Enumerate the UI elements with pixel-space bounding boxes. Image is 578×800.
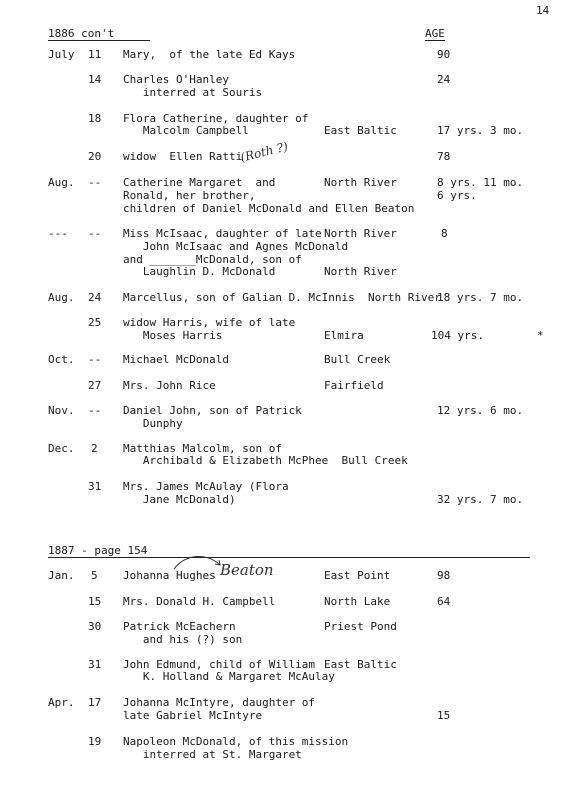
entry-month: Apr. <box>48 696 75 709</box>
entry-name-line: Marcellus, son of Galian D. McInnis North River <box>123 291 441 304</box>
entry-name-line: late Gabriel McIntyre <box>123 709 263 722</box>
entry-month: July <box>48 48 75 61</box>
entry-name-line: John Edmund, child of William <box>123 658 316 671</box>
entry-day: 20 <box>88 150 102 163</box>
entry-day: 27 <box>88 379 102 392</box>
entry-age: 98 <box>437 569 451 582</box>
entry-name-line: interred at Souris <box>123 86 263 99</box>
asterisk-mark: * <box>537 329 544 342</box>
entry-day: 24 <box>88 291 102 304</box>
entry-age: 78 <box>437 150 451 163</box>
entry-month: Oct. <box>48 353 75 366</box>
entry-day: 18 <box>88 112 102 125</box>
entry-day: 11 <box>88 48 102 61</box>
entry-age: 8 <box>441 227 448 240</box>
entry-name-line: Miss McIsaac, daughter of late <box>123 227 322 240</box>
entry-name-line: interred at St. Margaret <box>123 748 302 761</box>
entry-name-line: widow Harris, wife of late <box>123 316 296 329</box>
entry-place: North River <box>324 227 397 240</box>
entry-place: Priest Pond <box>324 620 397 633</box>
entry-day: 2 <box>91 442 98 455</box>
entry-name-line: and _______McDonald, son of <box>123 253 302 266</box>
entry-name-line: Matthias Malcolm, son of <box>123 442 282 455</box>
entry-day: 19 <box>88 735 102 748</box>
entry-age: 17 yrs. 3 mo. <box>437 124 524 137</box>
entry-place: East Point <box>324 569 391 582</box>
entry-name-line: children of Daniel McDonald and Ellen Beaton <box>123 202 415 215</box>
entry-day: 31 <box>88 480 102 493</box>
page-number: 14 <box>536 4 550 17</box>
entry-name-line: John McIsaac and Agnes McDonald <box>123 240 349 253</box>
entry-age: 18 yrs. 7 mo. <box>437 291 524 304</box>
entry-place: North Lake <box>324 595 391 608</box>
section-divider-1887 <box>48 557 530 558</box>
handwritten-annotation: Beaton <box>220 561 274 579</box>
entry-place-second: North River <box>324 265 397 278</box>
entry-place: Fairfield <box>324 379 384 392</box>
entry-day: 25 <box>88 316 102 329</box>
entry-name-line: Flora Catherine, daughter of <box>123 112 309 125</box>
correction-arrow-curve <box>174 556 220 569</box>
entry-name-line: Jane McDonald) <box>123 493 236 506</box>
entry-name-line: Moses Harris <box>123 329 223 342</box>
entry-name-line: Patrick McEachern <box>123 620 236 633</box>
entry-name-line: Mary, of the late Ed Kays <box>123 48 296 61</box>
age-column-header: AGE <box>425 27 445 40</box>
entry-name-line: Catherine Margaret and <box>123 176 276 189</box>
entry-age: 32 yrs. 7 mo. <box>437 493 524 506</box>
entry-day: -- <box>88 353 102 366</box>
entry-month: --- <box>48 227 68 240</box>
entry-month: Aug. <box>48 176 75 189</box>
entry-day: 15 <box>88 595 102 608</box>
age-header-underline <box>425 40 445 41</box>
entry-day: -- <box>88 227 102 240</box>
entry-age: 8 yrs. 11 mo. <box>437 176 524 189</box>
handwritten-annotation: (Roth ?) <box>239 139 290 165</box>
entry-name-line: Mrs. John Rice <box>123 379 216 392</box>
entry-age: 15 <box>437 709 451 722</box>
entry-age: 90 <box>437 48 451 61</box>
section-heading-1886: 1886 con't <box>48 27 115 40</box>
entry-day: -- <box>88 176 102 189</box>
entry-age: 104 yrs. <box>431 329 484 342</box>
entry-name-line: Napoleon McDonald, of this mission <box>123 735 349 748</box>
entry-place: Bull Creek <box>324 353 391 366</box>
entry-month: Jan. <box>48 569 75 582</box>
entry-place: East Baltic <box>324 124 397 137</box>
entry-place: East Baltic <box>324 658 397 671</box>
section-heading-1887: 1887 - page 154 <box>48 544 148 557</box>
entry-name-line: Mrs. Donald H. Campbell <box>123 595 276 608</box>
entry-name-line: K. Holland & Margaret McAulay <box>123 670 335 683</box>
entry-day: 17 <box>88 696 102 709</box>
entry-name-line: Malcolm Campbell <box>123 124 249 137</box>
entry-place: North River <box>324 176 397 189</box>
entry-name-line: Daniel John, son of Patrick <box>123 404 302 417</box>
entry-day: 14 <box>88 73 102 86</box>
entry-name-line: Charles O'Hanley <box>123 73 229 86</box>
entry-day: 5 <box>91 569 98 582</box>
entry-day: -- <box>88 404 102 417</box>
entry-name-line: Dunphy <box>123 417 183 430</box>
entry-name-line: and his (?) son <box>123 633 243 646</box>
entry-month: Dec. <box>48 442 75 455</box>
entry-place: Elmira <box>324 329 364 342</box>
entry-age: 12 yrs. 6 mo. <box>437 404 524 417</box>
entry-month: Aug. <box>48 291 75 304</box>
entry-name-line: Johanna Hughes <box>123 569 216 582</box>
entry-name-line: Michael McDonald <box>123 353 229 366</box>
entry-name-line: Johanna McIntyre, daughter of <box>123 696 316 709</box>
entry-month: Nov. <box>48 404 75 417</box>
entry-age: 24 <box>437 73 451 86</box>
entry-name-line: Mrs. James McAulay (Flora <box>123 480 289 493</box>
heading-underline-1886 <box>48 40 150 41</box>
entry-day: 31 <box>88 658 102 671</box>
entry-name-line: widow Ellen Ratti <box>123 150 243 163</box>
entry-name-line: Ronald, her brother, <box>123 189 256 202</box>
entry-name-line: Archibald & Elizabeth McPhee Bull Creek <box>123 454 408 467</box>
entry-name-line: Laughlin D. McDonald <box>123 265 276 278</box>
entry-age: 64 <box>437 595 451 608</box>
entry-age-second: 6 yrs. <box>437 189 477 202</box>
entry-day: 30 <box>88 620 102 633</box>
